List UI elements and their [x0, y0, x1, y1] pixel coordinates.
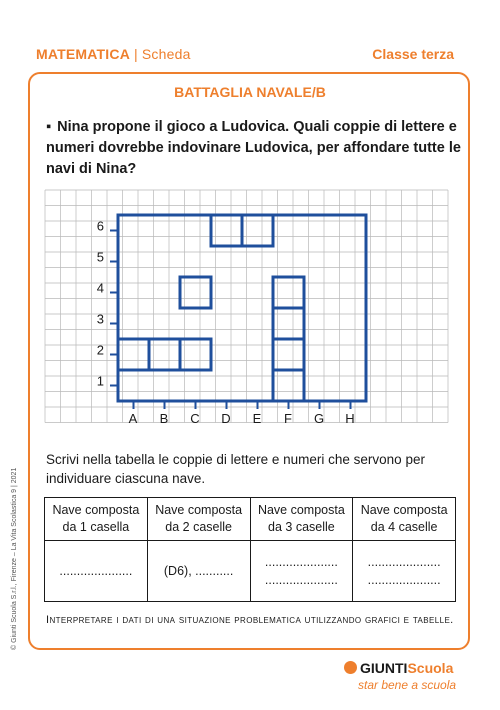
table-header-row: [45, 498, 456, 541]
answer-line: (D6), ...........: [163, 564, 234, 578]
header-line: Nave composta: [360, 503, 448, 517]
logo-brand-scuola: Scuola: [407, 660, 454, 676]
column-label: A: [128, 411, 138, 426]
header-cell: [353, 498, 456, 541]
header-line: Nave composta: [257, 503, 345, 517]
header-line: da 3 caselle: [268, 520, 335, 534]
row-label: 4: [96, 280, 104, 296]
answer-line: .....................: [264, 573, 338, 587]
row-label: 2: [96, 342, 104, 358]
grade-label: Classe terza: [372, 46, 454, 62]
logo-mark-icon: [344, 661, 357, 674]
header-cell: [250, 498, 353, 541]
answer-table: [44, 497, 456, 602]
logo-slogan: star bene a scuola: [358, 678, 457, 692]
column-label: B: [159, 411, 169, 426]
answer-line: .....................: [59, 564, 133, 578]
row-label: 6: [96, 218, 104, 234]
answer-cell[interactable]: [353, 541, 456, 602]
page-title: BATTAGLIA NAVALE/B: [174, 84, 326, 100]
row-label: 1: [96, 373, 104, 389]
column-label: D: [221, 411, 231, 426]
header-cell: [147, 498, 250, 541]
answer-line: .....................: [264, 555, 338, 569]
column-label: H: [345, 411, 355, 426]
column-label: C: [190, 411, 200, 426]
subject-label: MATEMATICA: [36, 46, 131, 62]
header-line: Nave composta: [155, 503, 243, 517]
column-label: F: [284, 411, 292, 426]
header-line: Nave composta: [52, 503, 140, 517]
header-line: da 1 casella: [62, 520, 130, 534]
answer-cell[interactable]: [147, 541, 250, 602]
question-text: Nina propone il gioco a Ludovica. Quali coppie di lettere e numeri dovrebbe indovinare Ludovica, per affondare tutte le navi di Nina?: [46, 119, 461, 177]
column-label: E: [252, 411, 262, 426]
sheet-type: Scheda: [141, 46, 191, 62]
publisher-logo: [344, 660, 464, 700]
copyright-credit: © Giunti Scuola S.r.l., Firenze – La Vita Scolastica 9 | 2021: [11, 467, 18, 650]
logo-brand-main: GIUNTI: [360, 660, 408, 676]
header-cell: [45, 498, 148, 541]
answer-cell[interactable]: [250, 541, 353, 602]
column-label: G: [313, 411, 325, 426]
answer-cell[interactable]: [45, 541, 148, 602]
header-line: da 4 caselle: [370, 520, 438, 534]
learning-objective: Interpretare i dati di una situazione problematica utilizzando grafici e tabelle.: [46, 614, 454, 626]
answer-line: .....................: [367, 573, 441, 587]
bullet-icon: ▪: [46, 119, 52, 135]
header-line: da 2 caselle: [165, 520, 232, 534]
row-label: 3: [96, 311, 104, 327]
instruction-text: Scrivi nella tabella le coppie di lettere e numeri che servono per individuare ciascuna nave.: [46, 452, 425, 486]
answer-line: .....................: [367, 555, 441, 569]
row-label: 5: [96, 249, 104, 265]
logo-brand: [360, 660, 453, 676]
header-separator: |: [134, 46, 138, 62]
table-answer-row: [45, 541, 456, 602]
